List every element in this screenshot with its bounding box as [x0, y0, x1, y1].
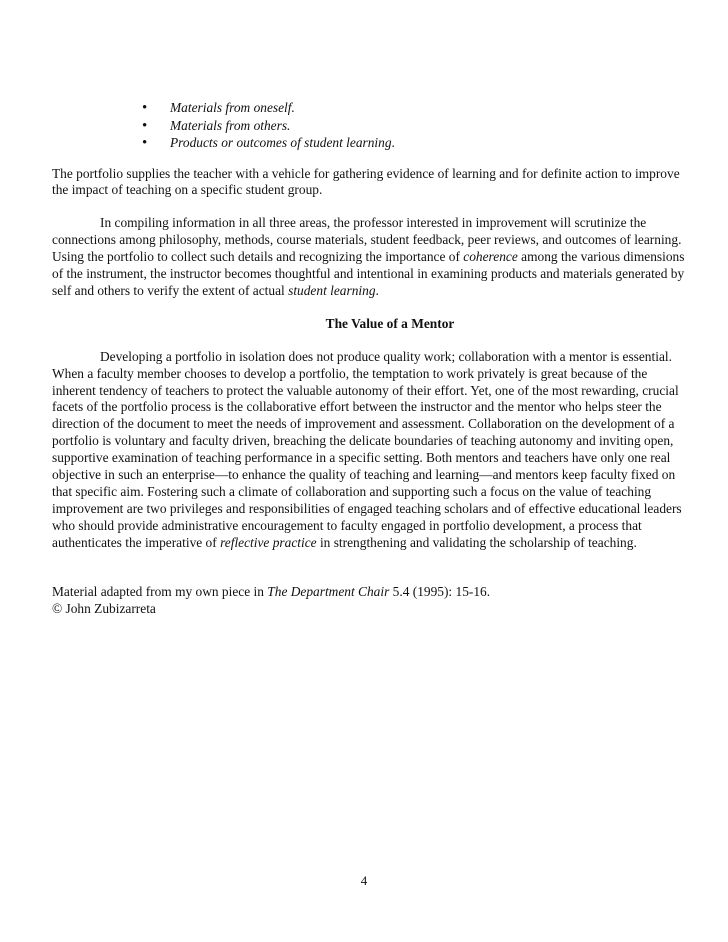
paragraph-portfolio-vehicle: The portfolio supplies the teacher with a vehicle for gathering evidence of learning and for definite action to improve the impact of teaching on a specific student group. [52, 165, 680, 198]
bullet-item: • Materials from others. [52, 118, 688, 136]
bullet-item: • Materials from oneself. [52, 100, 688, 118]
paragraph-mentor: Developing a portfolio in isolation does not produce quality work; collaboration with a mentor is essential. When a faculty member chooses to develop a portfolio, the temptation to work privately is great because of the inherent tendency of teachers to protect the valuable autonomy of their effort. Yet, one of the most rewarding, crucial facets of the portfolio process is the collaborative effort between the instructor and the mentor who helps steer the direction of the document to meet the needs of improvement and assessment. Collaboration on the development of a portfolio is voluntary and faculty driven, breaching the delicate boundaries of teaching autonomy and inviting open, supportive examination of teaching performance in a specific setting. Both mentors and teachers have only one real objective in such an enterprise—to enhance the quality of teaching and learning—and mentors keep faculty fixed on that specific aim. Fostering such a climate of collaboration and supporting such a focus on the value of teaching improvement are two privileges and responsibilities of engaged teaching scholars and of effective educational leaders who should provide administrative encouragement to faculty engaged in portfolio development, a process that authenticates the imperative of reflective practice in strengthening and validating the scholarship of teaching. [52, 348, 682, 550]
page-content [52, 100, 688, 617]
source-credit [52, 584, 688, 618]
bullet-list [52, 100, 688, 153]
copyright-line: © John Zubizarreta [52, 600, 156, 616]
paragraph-compiling-information: In compiling information in all three areas, the professor interested in improvement will scrutinize the connections among philosophy, methods, course materials, student feedback, peer reviews, and outcomes of learning. Using the portfolio to collect such details and recognizing the importance of coherence among the various dimensions of the instrument, the instructor becomes thoughtful and intentional in examining products and materials generated by self and others to verify the extent of actual student learning. [52, 215, 685, 298]
section-heading: The Value of a Mentor [325, 315, 455, 331]
source-citation: Material adapted from my own piece in The Department Chair 5.4 (1995): 15-16. [52, 583, 491, 599]
page-number: 4 [360, 873, 368, 888]
bullet-item: • Products or outcomes of student learning. [52, 135, 688, 153]
